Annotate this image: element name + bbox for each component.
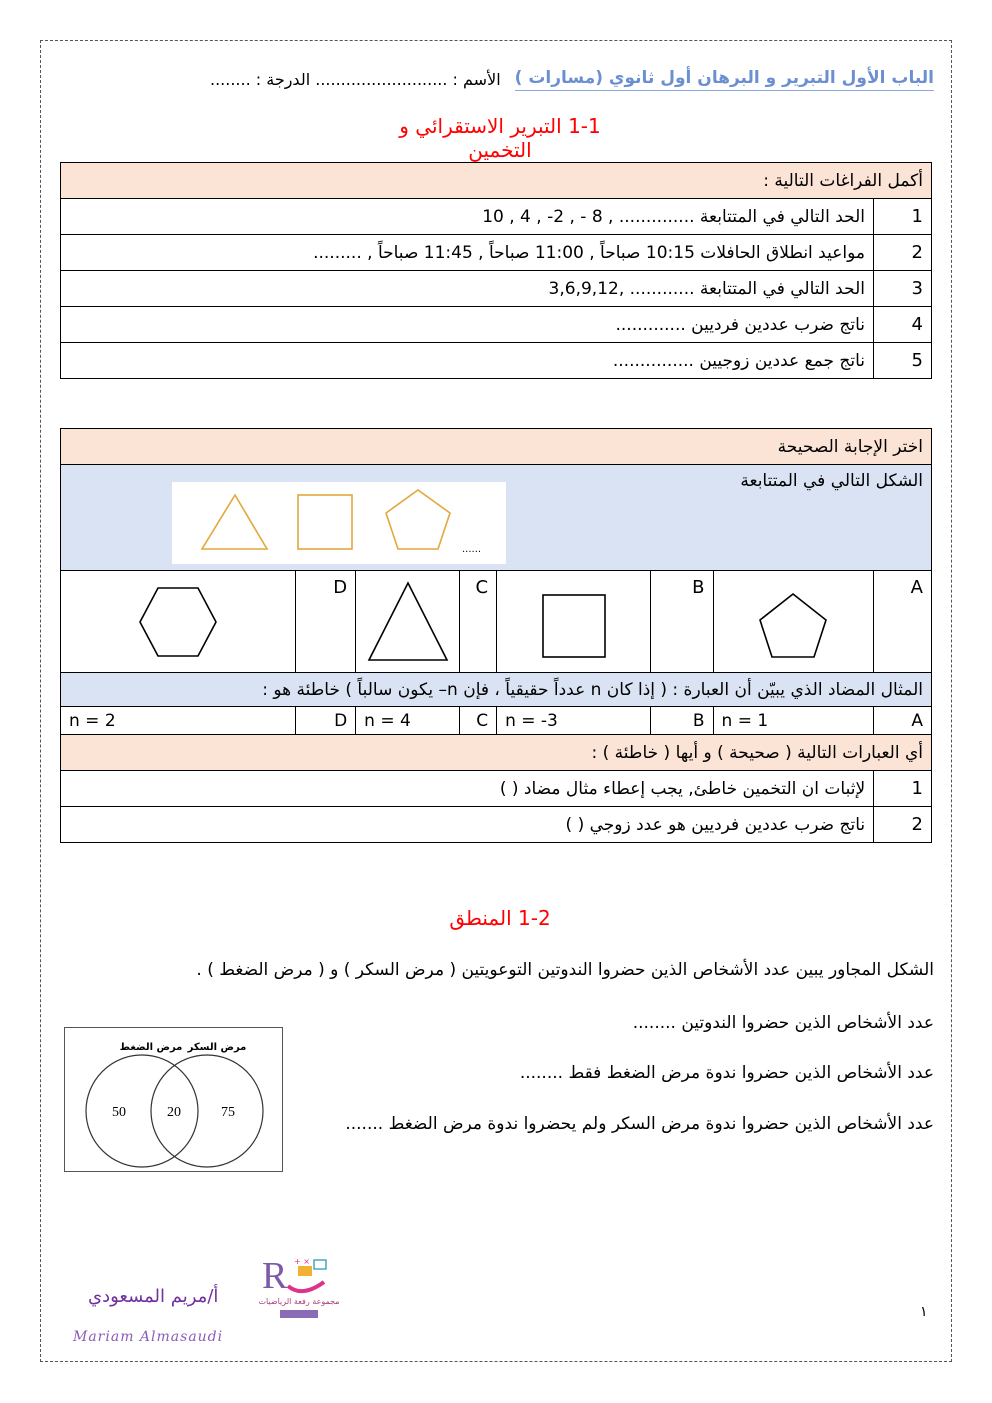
section-1-title: 1-1 التبرير الاستقرائي و التخمين bbox=[399, 114, 601, 162]
row-number: 3 bbox=[874, 271, 932, 307]
table-row bbox=[61, 343, 932, 379]
logo-tag bbox=[280, 1310, 318, 1318]
option-value[interactable]: n = 1 bbox=[713, 707, 874, 735]
row-question[interactable]: ناتج ضرب عددين فرديين ............. bbox=[61, 307, 874, 343]
teacher-signature-arabic: أ/مريم المسعودي bbox=[88, 1286, 219, 1307]
table-row bbox=[61, 307, 932, 343]
option-letter[interactable]: D bbox=[296, 707, 356, 735]
logic-question[interactable]: عدد الأشخاص الذين حضروا ندوة مرض السكر ولم يحضروا ندوة مرض الضغط ....... bbox=[345, 1114, 934, 1134]
option-d[interactable] bbox=[296, 571, 356, 673]
venn-value-right-only: 75 bbox=[221, 1105, 235, 1120]
option-letter: A bbox=[910, 577, 923, 598]
row-number: 5 bbox=[874, 343, 932, 379]
option-letter: D bbox=[333, 577, 348, 598]
option-d-shape[interactable] bbox=[61, 571, 296, 673]
multiple-choice-heading: اختر الإجابة الصحيحة bbox=[61, 429, 932, 465]
row-statement[interactable]: ناتج ضرب عددين فرديين هو عدد زوجي ( ) bbox=[61, 807, 874, 843]
option-value[interactable]: n = -3 bbox=[497, 707, 651, 735]
square-icon bbox=[533, 582, 613, 662]
laptop-icon bbox=[314, 1260, 326, 1269]
option-letter: B bbox=[692, 577, 705, 598]
option-b[interactable] bbox=[650, 571, 713, 673]
name-grade-fields[interactable]: الأسم : .......................... الدرجة : ........ bbox=[209, 69, 501, 89]
row-question[interactable]: مواعيد انطلاق الحافلات 10:15 صباحاً , 11:00 صباحاً , 11:45 صباحاً , ......... bbox=[61, 235, 874, 271]
worksheet-header bbox=[170, 64, 934, 94]
venn-circle-pressure bbox=[86, 1055, 198, 1167]
pentagon-icon bbox=[386, 490, 450, 549]
row-question[interactable]: ناتج جمع عددين زوجيين ............... bbox=[61, 343, 874, 379]
pentagon-icon bbox=[753, 582, 833, 662]
option-value[interactable]: n = 2 bbox=[61, 707, 296, 735]
venn-value-left-only: 50 bbox=[112, 1105, 126, 1120]
page-number: ١ bbox=[920, 1304, 928, 1320]
triangle-icon bbox=[363, 577, 453, 667]
row-number: 4 bbox=[874, 307, 932, 343]
sequence-figure bbox=[172, 482, 506, 564]
option-a-shape[interactable] bbox=[713, 571, 874, 673]
venn-label-pressure: مرض الضغط bbox=[119, 1042, 183, 1053]
triangle-icon bbox=[202, 495, 267, 549]
option-c[interactable] bbox=[460, 571, 497, 673]
worksheet-title: الباب الأول التبرير و البرهان أول ثانوي (مسارات ) bbox=[515, 68, 934, 91]
venn-value-both: 20 bbox=[167, 1105, 181, 1120]
section-2-title: 1-2 المنطق bbox=[449, 906, 551, 930]
row-number: 1 bbox=[874, 199, 932, 235]
venn-label-diabetes: مرض السكر bbox=[187, 1042, 247, 1053]
venn-intro: الشكل المجاور يبين عدد الأشخاص الذين حضروا الندوتين التوعويتين ( مرض السكر ) و ( مرض الضغط ) . bbox=[196, 960, 934, 980]
group-logo bbox=[258, 1252, 340, 1324]
logo-caption: مجموعة رفعة الرياضيات bbox=[258, 1297, 340, 1306]
table-row bbox=[61, 807, 932, 843]
row-question[interactable]: الحد التالي في المتتابعة .............. , 8 - , 2- , 4 , 10 bbox=[61, 199, 874, 235]
venn-diagram bbox=[64, 1027, 283, 1172]
option-c-shape[interactable] bbox=[356, 571, 460, 673]
option-letter[interactable]: B bbox=[650, 707, 713, 735]
square-icon bbox=[298, 495, 352, 549]
true-false-heading: أي العبارات التالية ( صحيحة ) و أيها ( خاطئة ) : bbox=[61, 735, 932, 771]
logo-letter-r: R bbox=[262, 1255, 288, 1297]
row-number: 2 bbox=[874, 235, 932, 271]
book-icon bbox=[298, 1266, 312, 1276]
hexagon-icon bbox=[136, 582, 220, 662]
row-number: 1 bbox=[874, 771, 932, 807]
table-row bbox=[61, 271, 932, 307]
option-b-shape[interactable] bbox=[497, 571, 651, 673]
option-value[interactable]: n = 4 bbox=[356, 707, 460, 735]
option-letter: C bbox=[475, 577, 489, 598]
row-number: 2 bbox=[874, 807, 932, 843]
svg-text:+ ×: + × bbox=[294, 1257, 310, 1266]
row-statement[interactable]: لإثبات ان التخمين خاطئ, يجب إعطاء مثال مضاد ( ) bbox=[61, 771, 874, 807]
option-letter[interactable]: C bbox=[460, 707, 497, 735]
option-a[interactable] bbox=[874, 571, 932, 673]
table-row bbox=[61, 235, 932, 271]
teacher-signature-english: Mariam Almasaudi bbox=[73, 1329, 224, 1345]
logic-question[interactable]: عدد الأشخاص الذين حضروا الندوتين ........ bbox=[632, 1013, 934, 1033]
fill-blanks-heading: أكمل الفراغات التالية : bbox=[61, 163, 932, 199]
logo-swoosh bbox=[288, 1282, 324, 1291]
sequence-ellipsis: ...... bbox=[462, 544, 482, 555]
fill-blanks-table bbox=[60, 162, 932, 379]
table-row bbox=[61, 199, 932, 235]
option-letter[interactable]: A bbox=[874, 707, 932, 735]
logic-question[interactable]: عدد الأشخاص الذين حضروا ندوة مرض الضغط فقط ........ bbox=[519, 1063, 934, 1083]
q1-prompt: الشكل التالي في المتتابعة bbox=[61, 465, 932, 571]
table-row bbox=[61, 771, 932, 807]
row-question[interactable]: الحد التالي في المتتابعة ............ ,3,6,9,12 bbox=[61, 271, 874, 307]
q2-prompt: المثال المضاد الذي يبيّن أن العبارة : ( إذا كان n عدداً حقيقياً ، فإن n– يكون سالباً ) خاطئة هو : bbox=[61, 673, 932, 707]
